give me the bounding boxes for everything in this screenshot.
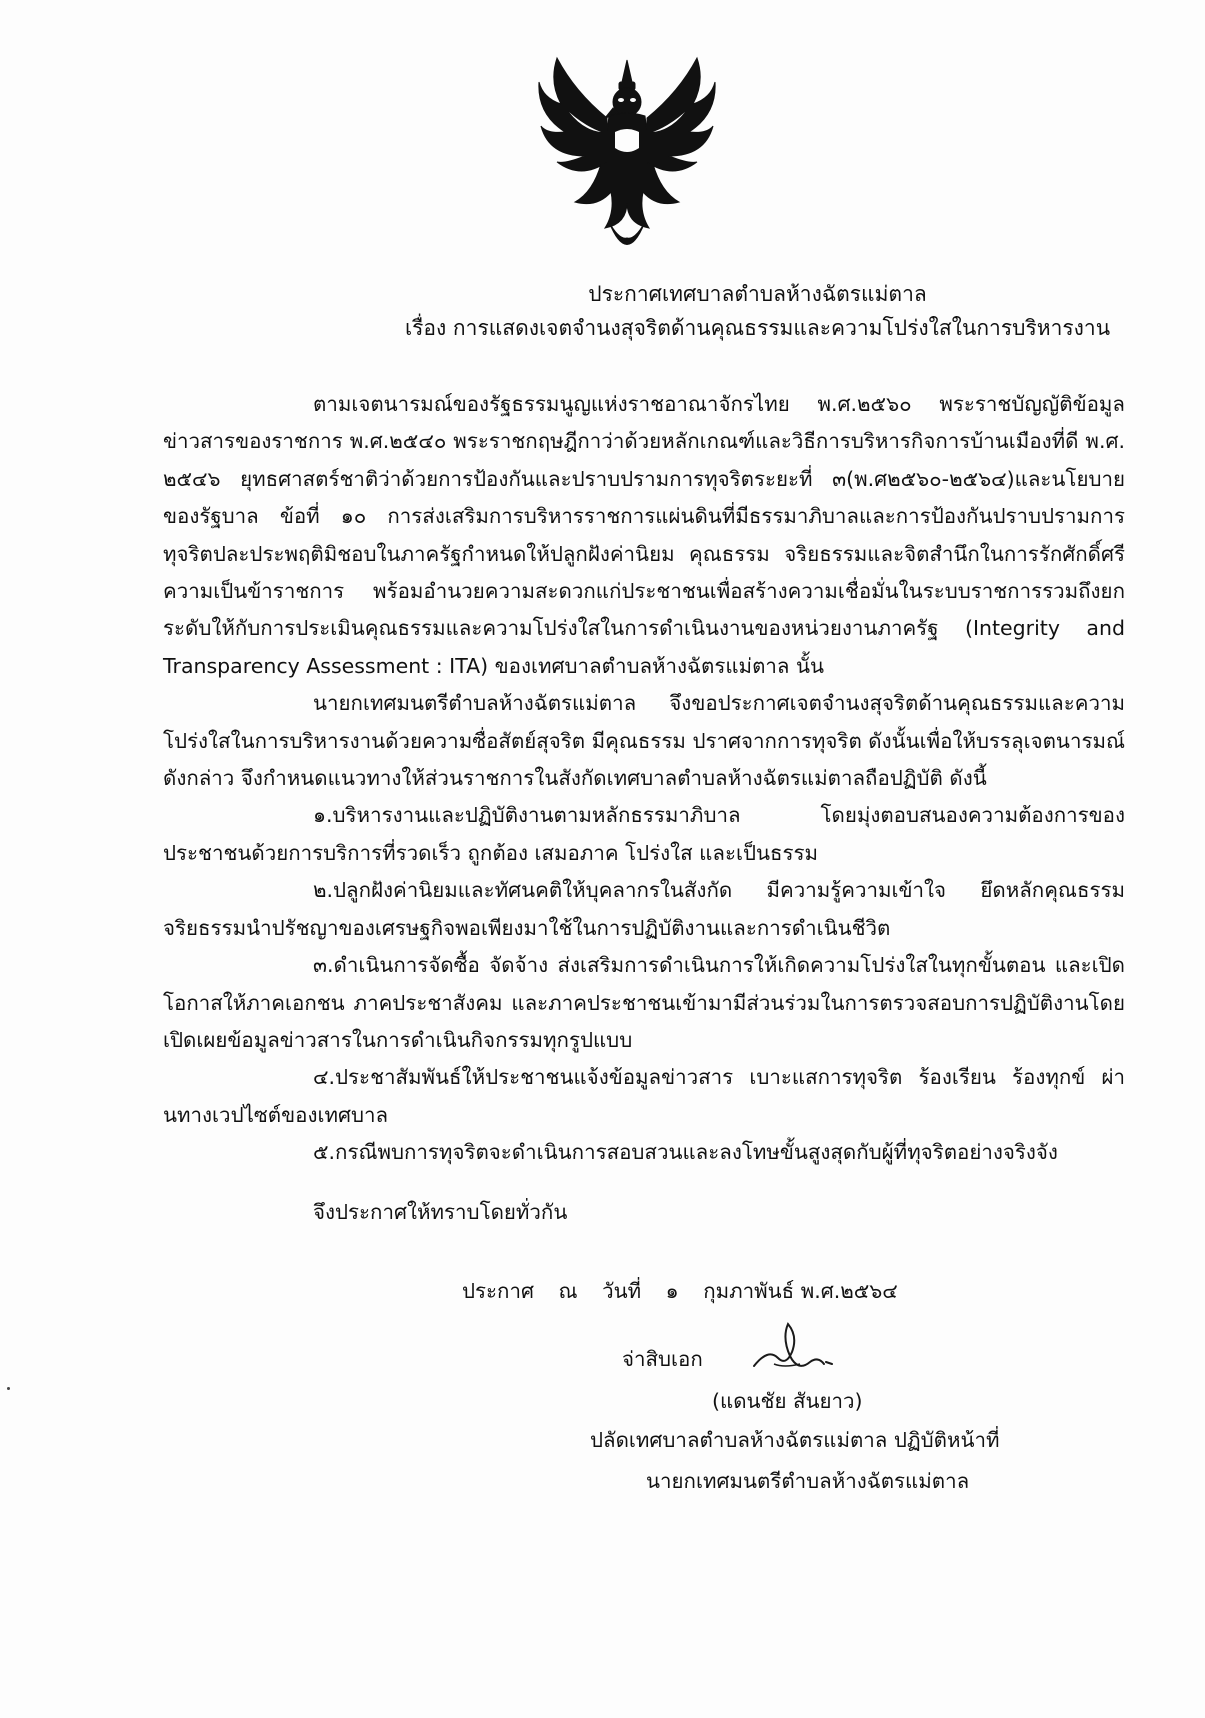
announcement-date [462, 1275, 916, 1308]
date-month-year: กุมภาพันธ์ พ.ศ.๒๕๖๔ [703, 1279, 898, 1303]
signer-name: (แดนชัย สันยาว) [712, 1389, 863, 1413]
date-at: ณ [558, 1279, 578, 1303]
handwritten-signature [748, 1318, 838, 1378]
garuda-emblem-icon [535, 52, 720, 267]
list-item: ๔.ประชาสัมพันธ์ให้ประชาชนแจ้งข้อมูลข่าวสาร เบาะแสการทุจริต ร้องเรียน ร้องทุกข์ ผ่านทางเวปไซต์ของเทศบาล [163, 1065, 1125, 1127]
closing-statement: จึงประกาศให้ทราบโดยทั่วกัน [313, 1200, 568, 1224]
list-item: ๕.กรณีพบการทุจริตจะดำเนินการสอบสวนและลงโทษขั้นสูงสุดกับผู้ที่ทุจริตอย่างจริงจัง [313, 1140, 1058, 1165]
announcement-title: ประกาศเทศบาลตำบลห้างฉัตรแม่ตาล [588, 282, 927, 306]
signer-acting-position: นายกเทศมนตรีตำบลห้างฉัตรแม่ตาล [646, 1469, 970, 1493]
signer-rank: จ่าสิบเอก [622, 1347, 703, 1371]
date-prefix: ประกาศ [462, 1279, 534, 1303]
list-item: ๒.ปลูกฝังค่านิยมและทัศนคติให้บุคลากรในสังกัด มีความรู้ความเข้าใจ ยึดหลักคุณธรรมจริยธรรมนำปรัชญาของเศรษฐกิจพอเพียงมาใช้ในการปฏิบัติงานและการดำเนินชีวิต [163, 878, 1125, 940]
scan-speck [7, 1387, 10, 1390]
date-day-label: วันที่ [602, 1279, 642, 1303]
announcement-subject: เรื่อง การแสดงเจตจำนงสุจริตด้านคุณธรรมและความโปร่งใสในการบริหารงาน [404, 316, 1111, 340]
announcement-body [163, 386, 1125, 1172]
signer-position: ปลัดเทศบาลตำบลห้างฉัตรแม่ตาล ปฏิบัติหน้าที่ [590, 1428, 1000, 1452]
list-item: ๓.ดำเนินการจัดซื้อ จัดจ้าง ส่งเสริมการดำเนินการให้เกิดความโปร่งใสในทุกขั้นตอน และเปิดโอกาสให้ภาคเอกชน ภาคประชาสังคม และภาคประชาชนเข้ามามีส่วนร่วมในการตรวจสอบการปฏิบัติงานโดยเปิดเผยข้อมูลข่าวสารในการดำเนินกิจกรรมทุกรูปแบบ [163, 953, 1125, 1052]
list-item: ๑.บริหารงานและปฏิบัติงานตามหลักธรรมาภิบาล โดยมุ่งตอบสนองความต้องการของประชาชนด้วยการบริการที่รวดเร็ว ถูกต้อง เสมอภาค โปร่งใส และเป็นธรรม [163, 803, 1125, 865]
date-day: ๑ [665, 1279, 679, 1303]
declaration-paragraph: นายกเทศมนตรีตำบลห้างฉัตรแม่ตาล จึงขอประกาศเจตจำนงสุจริตด้านคุณธรรมและความโปร่งใสในการบริหารงานด้วยความซื่อสัตย์สุจริต มีคุณธรรม ปราศจากการทุจริต ดังนั้นเพื่อให้บรรลุเจตนารมณ์ดังกล่าว จึงกำหนดแนวทางให้ส่วนราชการในสังกัดเทศบาลตำบลห้างฉัตรแม่ตาลถือปฏิบัติ ดังนี้ [163, 691, 1125, 791]
intro-paragraph: ตามเจตนารมณ์ของรัฐธรรมนูญแห่งราชอาณาจักรไทย พ.ศ.๒๕๖๐ พระราชบัญญัติข้อมูลข่าวสารของราชการ พ.ศ.๒๕๔๐ พระราชกฤษฎีกาว่าด้วยหลักเกณฑ์และวิธีการบริหารกิจการบ้านเมืองที่ดี พ.ศ. ๒๕๔๖ ยุทธศาสตร์ชาติว่าด้วยการป้องกันและปราบปรามการทุจริตระยะที่ ๓(พ.ศ๒๕๖๐-๒๕๖๔)และนโยบายของรัฐบาล ข้อที่ ๑๐ การส่งเสริมการบริหารราชการแผ่นดินที่มีธรรมาภิบาลและการป้องกันปราบปรามการทุจริตปละประพฤติมิชอบในภาครัฐกำหนดให้ปลูกฝังค่านิยม คุณธรรม จริยธรรมและจิตสำนึกในการรักศักดิ์ศรีความเป็นข้าราชการ พร้อมอำนวยความสะดวกแก่ประชาชนเพื่อสร้างความเชื่อมั่นในระบบราชการรวมถึงยกระดับให้กับการประเมินคุณธรรมและความโปร่งใสในการดำเนินงานของหน่วยงานภาครัฐ (Integrity and Transparency Assessment : ITA) ของเทศบาลตำบลห้างฉัตรแม่ตาล นั้น [163, 392, 1125, 678]
